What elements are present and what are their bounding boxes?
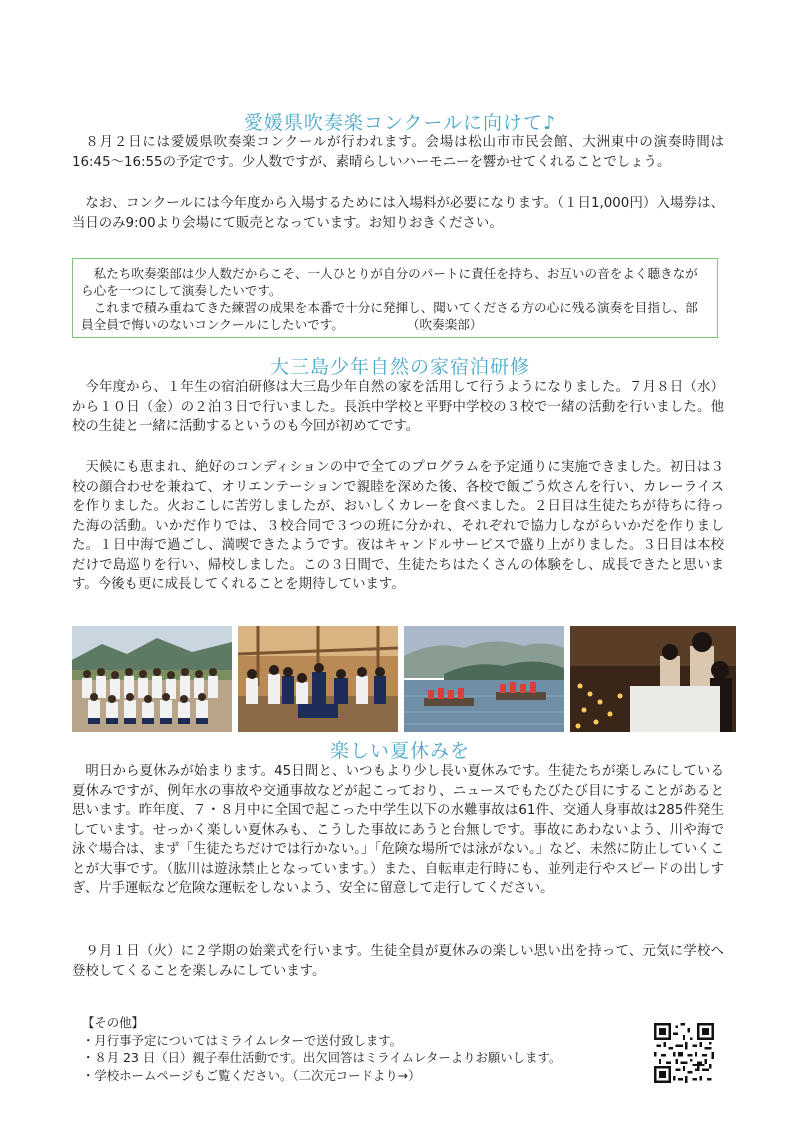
other-notice-item: ・８月 23 日（日）親子奉仕活動です。出欠回答はミライムレターよりお願いします。: [82, 1050, 562, 1065]
other-notices-header: 【その他】: [82, 1015, 144, 1030]
qr-code-icon[interactable]: [654, 1022, 714, 1084]
photo-strip: [72, 626, 736, 732]
other-notices: [82, 1014, 642, 1084]
band-club-message-line-1: 私たち吹奏楽部は少人数だからこそ、一人ひとりが自分のパートに責任を持ち、お互いの音をよく聴きながら心を一つにして演奏したいです。: [81, 266, 698, 298]
other-notice-item: ・月行事予定についてはミライムレターで送付致します。: [82, 1032, 403, 1048]
band-club-message-line-2: これまで積み重ねてきた練習の成果を本番で十分に発揮し、聞いてくださる方の心に残る演奏を目指し、部員全員で悔いのないコンクールにしたいです。 （吹奏楽部）: [81, 300, 698, 332]
summer-break-paragraph-2: ９月１日（火）に２学期の始業式を行います。生徒全員が夏休みの楽しい思い出を持って、元気に学校へ登校してくることを楽しみにしています。: [72, 944, 724, 979]
photo-raft-at-sea: [404, 626, 564, 732]
photo-indoor-activity: [238, 626, 398, 732]
section-title-band-contest: 愛媛県吹奏楽コンクールに向けて♪: [243, 112, 557, 134]
band-contest-paragraph-2: なお、コンクールには今年度から入場するためには入場料が必要になります。（１日1,000円）入場券は、当日のみ9:00より会場にて販売となっています。お知りおきください。: [72, 196, 724, 231]
training-camp-paragraph-2: 天候にも恵まれ、絶好のコンディションの中で全てのプログラムを予定通りに実施できました。初日は３校の顔合わせを兼ねて、オリエンテーションで親睦を深めた後、各校で飯ごう炊さんを行い、カレーライスを作りました。火おこしに苦労しましたが、おいしくカレーを食べました。２日目は生徒たちが待ちに待った海の活動。いかだ作りでは、３校合同で３つの班に分かれ、それぞれで協力しながらいかだを作りました。１日中海で過ごし、満喫できたようです。夜はキャンドルサービスで盛り上がりました。３日目は本校だけで島巡りを行い、帰校しました。この３日間で、生徒たちはたくさんの体験をし、成長できたと思います。今後も更に成長してくれることを期待しています。: [72, 460, 724, 592]
summer-break-paragraph-1: 明日から夏休みが始まります。45日間と、いつもより少し長い夏休みです。生徒たちが楽しみにしている夏休みですが、例年水の事故や交通事故などが起こっており、ニュースでもたびたび目にすることがあると思います。昨年度、７・８月中に全国で起こった中学生以下の水難事故は61件、交通人身事故は285件発生しています。せっかく楽しい夏休みも、こうした事故にあうと台無しです。事故にあわないよう、川や海で泳ぐ場合は、まず「生徒たちだけでは行かない。」「危険な場所では泳がない。」など、未然に防止していくことが大事です。（肱川は遊泳禁止となっています。）また、自転車走行時にも、並列走行やスピードの出しすぎ、片手運転など危険な運転をしないよう、安全に留意して走行してください。: [72, 764, 724, 896]
photo-group-outdoor: [72, 626, 232, 732]
photo-candle-service: [570, 626, 736, 732]
section-title-summer-break: 楽しい夏休みを: [329, 740, 470, 762]
training-camp-paragraph-1: 今年度から、１年生の宿泊研修は大三島少年自然の家を活用して行うようになりました。７月８日（水）から１０日（金）の２泊３日で行いました。長浜中学校と平野中学校の３校で一緒の活動を行いました。他校の生徒と一緒に活動するというのも今回が初めてです。: [72, 380, 724, 434]
other-notice-item: ・学校ホームページもご覧ください。（二次元コードより→）: [82, 1067, 421, 1083]
band-contest-paragraph-1: ８月２日には愛媛県吹奏楽コンクールが行われます。会場は松山市市民会館、大洲東中の演奏時間は16:45〜16:55の予定です。少人数ですが、素晴らしいハーモニーを響かせてくれることでしょう。: [72, 135, 724, 170]
section-title-training-camp: 大三島少年自然の家宿泊研修: [269, 356, 530, 378]
band-club-message-box: [72, 258, 718, 338]
